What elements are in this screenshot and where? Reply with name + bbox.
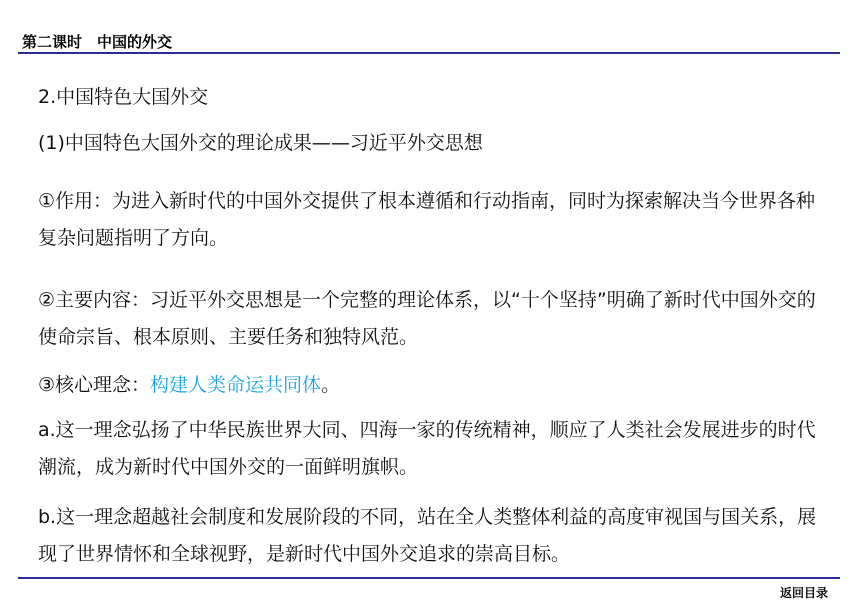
point-main-content: ②主要内容：习近平外交思想是一个完整的理论体系，以“十个坚持”明确了新时代中国外交的使命宗旨、根本原则、主要任务和独特风范。 (38, 289, 816, 348)
subsection-heading: (1)中国特色大国外交的理论成果——习近平外交思想 (38, 132, 483, 154)
core-concept-end: 。 (321, 374, 341, 396)
point-b: b.这一理念超越社会制度和发展阶段的不同，站在全人类整体利益的高度审视国与国关系，展现了世界情怀和全球视野，是新时代中国外交追求的崇高目标。 (38, 506, 817, 565)
header-divider (18, 52, 840, 54)
core-concept-highlight: 构建人类命运共同体 (150, 374, 322, 396)
section-heading: 2.中国特色大国外交 (38, 86, 209, 108)
lesson-title: 第二课时 中国的外交 (22, 33, 173, 51)
point-core-concept (38, 367, 818, 404)
point-a: a.这一理念弘扬了中华民族世界大同、四海一家的传统精神，顺应了人类社会发展进步的时代潮流，成为新时代中国外交的一面鲜明旗帜。 (38, 419, 816, 478)
point-role: ①作用：为进入新时代的中国外交提供了根本遵循和行动指南，同时为探索解决当今世界各种复杂问题指明了方向。 (38, 190, 816, 249)
core-concept-label: ③核心理念： (38, 374, 151, 396)
back-to-contents-link[interactable]: 返回目录 (779, 586, 828, 600)
footer-divider (18, 577, 840, 579)
